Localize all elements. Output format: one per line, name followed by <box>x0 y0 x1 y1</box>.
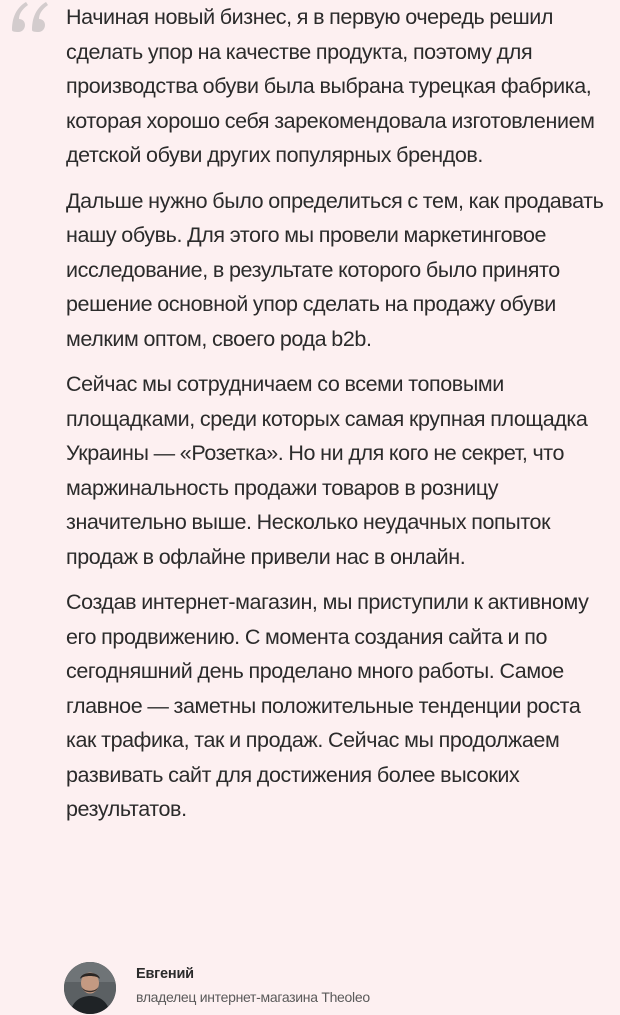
author-role: владелец интернет-магазина Theoleo <box>136 989 370 1005</box>
testimonial-paragraph: Создав интернет-магазин, мы приступили к активному его продвижению. С момента создания сайта и по сегодняшний день проделано много работы. Самое главное — заметны положительные тенденции роста как трафика, так и продаж. Сейчас мы продолжаем развивать сайт для достижения более высоких результатов. <box>66 590 589 821</box>
avatar <box>64 962 116 1014</box>
author-block <box>64 962 514 1014</box>
testimonial-paragraph: Начиная новый бизнес, я в первую очередь решил сделать упор на качестве продукта, поэтому для производства обуви была выбрана турецкая фабрика, которая хорошо себя зарекомендовала изготовлением детской обуви других популярных брендов. <box>66 5 595 167</box>
testimonial-paragraph: Сейчас мы сотрудничаем со всеми топовыми площадками, среди которых самая крупная площадка Украины — «Розетка». Но ни для кого не секрет, что маржинальность продажи товаров в розницу значительно выше. Несколько неудачных попыток продаж в офлайне привели нас в онлайн. <box>66 372 588 569</box>
author-name: Евгений <box>136 966 194 982</box>
testimonial-text <box>66 0 611 827</box>
testimonial-paragraph: Дальше нужно было определиться с тем, как продавать нашу обувь. Для этого мы провели маркетинговое исследование, в результате которого было принято решение основной упор сделать на продажу обуви мелким оптом, своего рода b2b. <box>66 188 604 351</box>
quote-open-icon <box>8 0 52 40</box>
